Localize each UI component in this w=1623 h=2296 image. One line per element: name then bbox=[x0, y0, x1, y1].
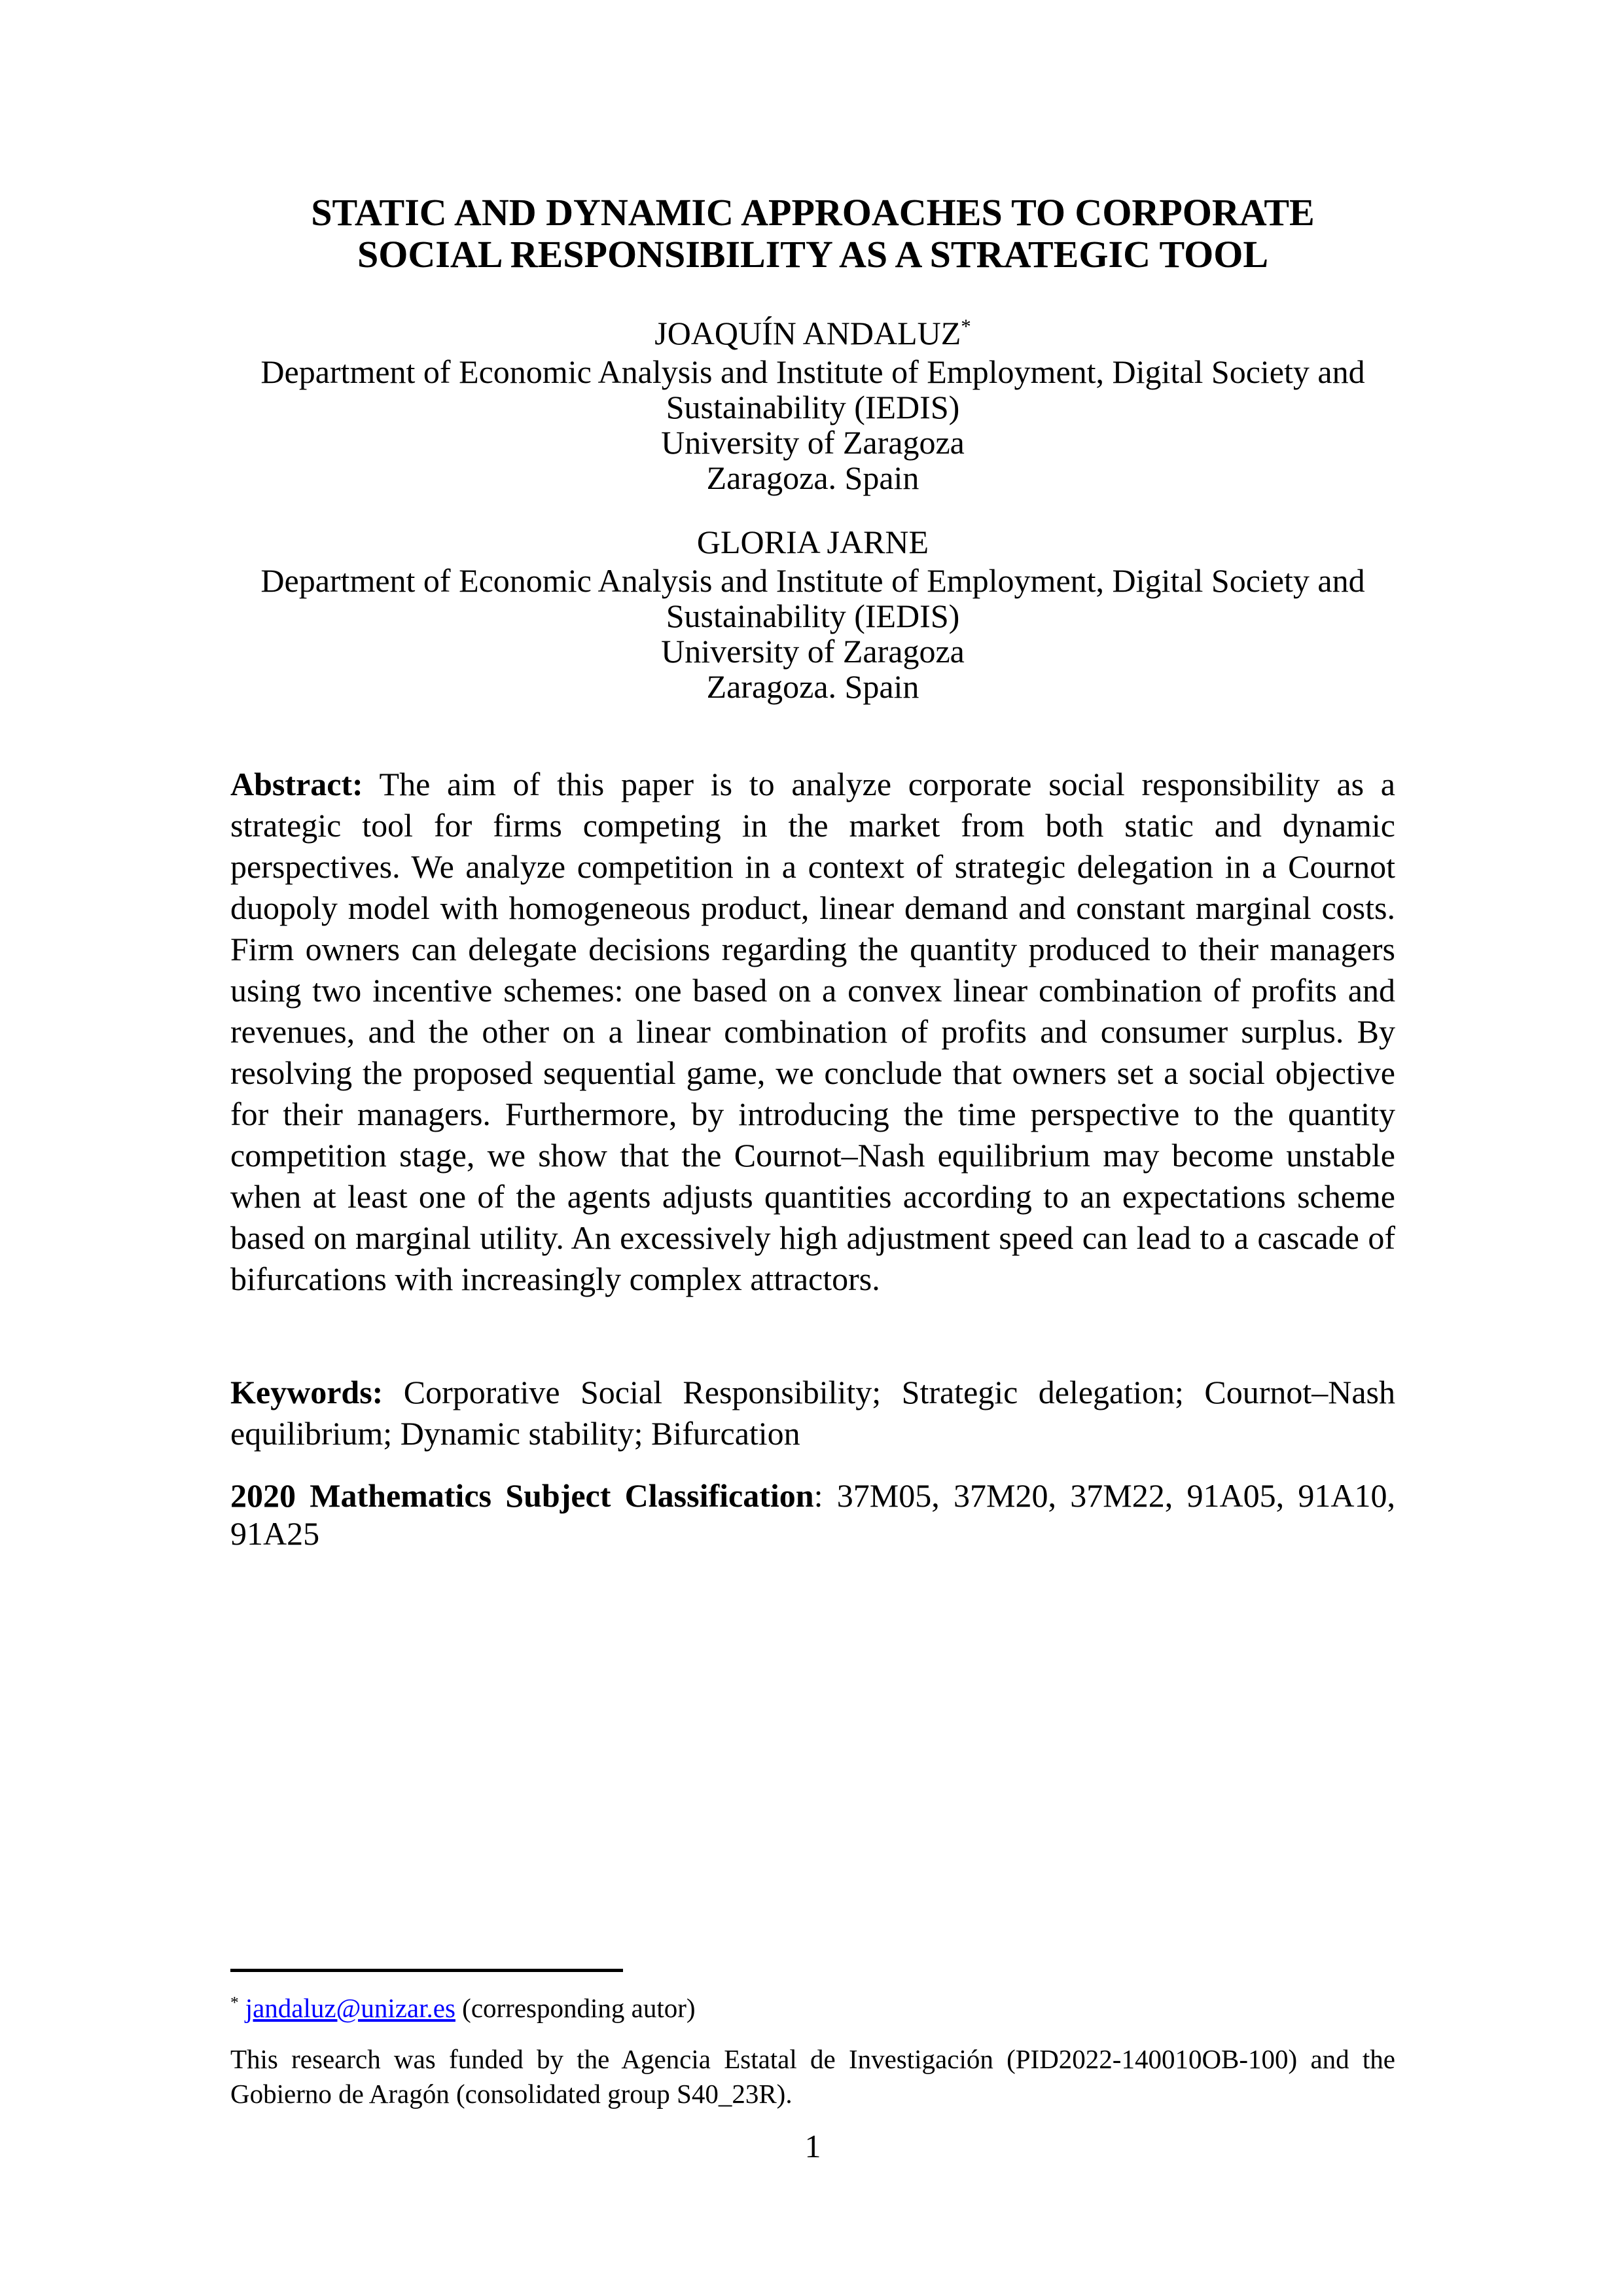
footnote-corresponding-author bbox=[230, 1991, 1395, 2025]
author-2-affiliation bbox=[230, 563, 1395, 704]
affiliation-line: University of Zaragoza bbox=[661, 424, 965, 461]
msc-paragraph bbox=[230, 1477, 1395, 1552]
author-2-name bbox=[230, 522, 1395, 563]
author-1-name-text: JOAQUÍN ANDALUZ bbox=[654, 315, 961, 351]
msc-label: 2020 Mathematics Subject Classification bbox=[230, 1477, 814, 1514]
author-1-affiliation bbox=[230, 354, 1395, 495]
footnote-funding bbox=[230, 2042, 1395, 2111]
footnote-funding-text: This research was funded by the Agencia Estatal de Investigación (PID2022-140010OB-100) and the Gobierno de Aragón (consolidated group S40_23R). bbox=[230, 2044, 1395, 2109]
affiliation-line: Sustainability (IEDIS) bbox=[666, 389, 960, 425]
keywords-label: Keywords: bbox=[230, 1374, 383, 1410]
author-2-name-text: GLORIA JARNE bbox=[696, 524, 929, 560]
abstract-label: Abstract: bbox=[230, 766, 363, 802]
paper-title-line-1: STATIC AND DYNAMIC APPROACHES TO CORPORATE bbox=[311, 191, 1315, 234]
msc-text: : 37M05, 37M20, 37M22, 91A05, 91A10, 91A25 bbox=[230, 1477, 1395, 1552]
affiliation-line: Department of Economic Analysis and Institute of Employment, Digital Society and bbox=[260, 353, 1365, 390]
author-1-name bbox=[230, 313, 1395, 354]
abstract-text: The aim of this paper is to analyze corporate social responsibility as a strategic tool for firms competing in the market from both static and dynamic perspectives. We analyze competition in a context of strategic delegation in a Cournot duopoly model with homogeneous product, linear demand and constant marginal costs. Firm owners can delegate decisions regarding the quantity produced to their managers using two incentive schemes: one based on a convex linear combination of profits and revenues, and the other on a linear combination of profits and consumer surplus. By resolving the proposed sequential game, we conclude that owners set a social objective for their managers. Furthermore, by introducing the time perspective to the quantity competition stage, we show that the Cournot–Nash equilibrium may become unstable when at least one of the agents adjusts quantities according to an expectations scheme based on marginal utility. An excessively high adjustment speed can lead to a cascade of bifurcations with increasingly complex attractors. bbox=[230, 766, 1395, 1297]
affiliation-line: Zaragoza. Spain bbox=[706, 459, 919, 496]
author-1-footnote-marker: * bbox=[961, 314, 971, 338]
abstract-paragraph bbox=[230, 764, 1395, 1300]
page-number: 1 bbox=[804, 2128, 821, 2164]
affiliation-line: Zaragoza. Spain bbox=[706, 668, 919, 705]
footnote-separator-rule bbox=[230, 1969, 623, 1972]
affiliation-line: Sustainability (IEDIS) bbox=[666, 598, 960, 634]
footnote-corresponding-text: (corresponding autor) bbox=[455, 1993, 696, 2023]
keywords-text: Corporative Social Responsibility; Strategic delegation; Cournot–Nash equilibrium; Dynamic stability; Bifurcation bbox=[230, 1374, 1395, 1452]
keywords-paragraph bbox=[230, 1372, 1395, 1454]
footnote-marker: * bbox=[230, 1993, 239, 2012]
affiliation-line: Department of Economic Analysis and Institute of Employment, Digital Society and bbox=[260, 562, 1365, 599]
affiliation-line: University of Zaragoza bbox=[661, 633, 965, 670]
paper-title bbox=[230, 192, 1395, 276]
email-link[interactable]: jandaluz@unizar.es bbox=[245, 1993, 455, 2023]
paper-title-line-2: SOCIAL RESPONSIBILITY AS A STRATEGIC TOOL bbox=[357, 233, 1268, 276]
